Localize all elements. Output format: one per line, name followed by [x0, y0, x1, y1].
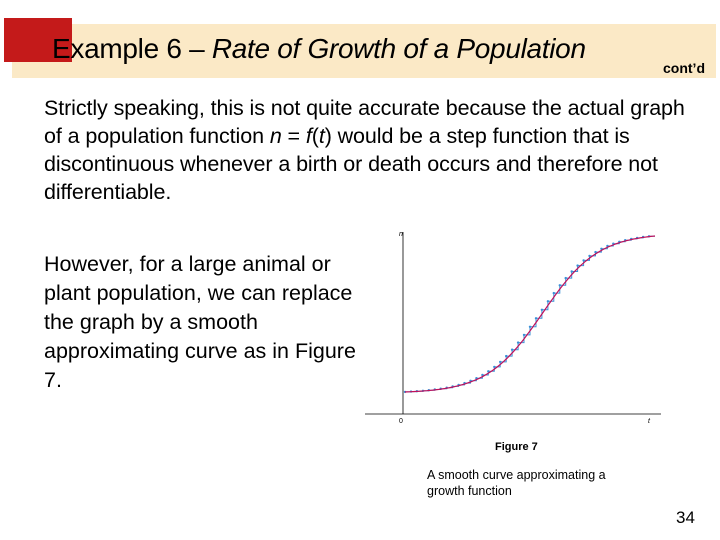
step-dot	[571, 270, 573, 272]
slide-title	[52, 33, 586, 65]
step-dot	[517, 341, 519, 343]
smooth-curve	[405, 236, 655, 392]
step-dots	[404, 235, 650, 393]
step-dot	[535, 317, 537, 319]
x-axis-label: t	[648, 418, 650, 425]
step-dot	[588, 255, 590, 257]
y-axis-label: n	[399, 231, 403, 238]
title-prefix: Example 6 –	[52, 33, 212, 64]
step-dot	[576, 264, 578, 266]
math-lparen: (	[311, 124, 319, 148]
math-eq: =	[281, 124, 306, 148]
page-number: 34	[676, 508, 695, 527]
math-f: f	[305, 124, 312, 148]
step-dot	[493, 366, 495, 368]
step-dot	[582, 259, 584, 261]
origin-label: 0	[399, 418, 403, 425]
math-rparen: )	[324, 124, 332, 148]
step-dot	[559, 284, 561, 286]
para1-text-b: would be a step function that is discontinuous whenever a birth or death occurs and therefore not differentiable.	[44, 124, 658, 204]
paragraph-1	[44, 94, 704, 206]
step-dot	[541, 309, 543, 311]
step-dot	[499, 361, 501, 363]
figure-caption: Figure 7	[495, 441, 538, 453]
step-dot	[565, 277, 567, 279]
step-dot	[553, 292, 555, 294]
figure-description: A smooth curve approximating a growth function	[427, 468, 606, 498]
step-dot	[523, 334, 525, 336]
step-dot	[505, 355, 507, 357]
figure-7-graph	[365, 226, 665, 431]
title-emphasis: Rate of Growth of a Population	[211, 33, 586, 64]
step-dot	[529, 326, 531, 328]
growth-graph-svg	[365, 226, 665, 431]
step-dot	[547, 300, 549, 302]
paragraph-2: However, for a large animal or plant population, we can replace the graph by a smooth approximating curve as in Figure 7.	[44, 252, 356, 392]
step-dot	[511, 349, 513, 351]
step-function	[405, 236, 655, 392]
continued-label: cont’d	[663, 60, 705, 76]
math-t: t	[318, 124, 325, 148]
math-n: n	[269, 124, 282, 148]
para1-text-a: Strictly speaking, this is not quite accurate because the actual graph of a population function	[44, 96, 685, 148]
